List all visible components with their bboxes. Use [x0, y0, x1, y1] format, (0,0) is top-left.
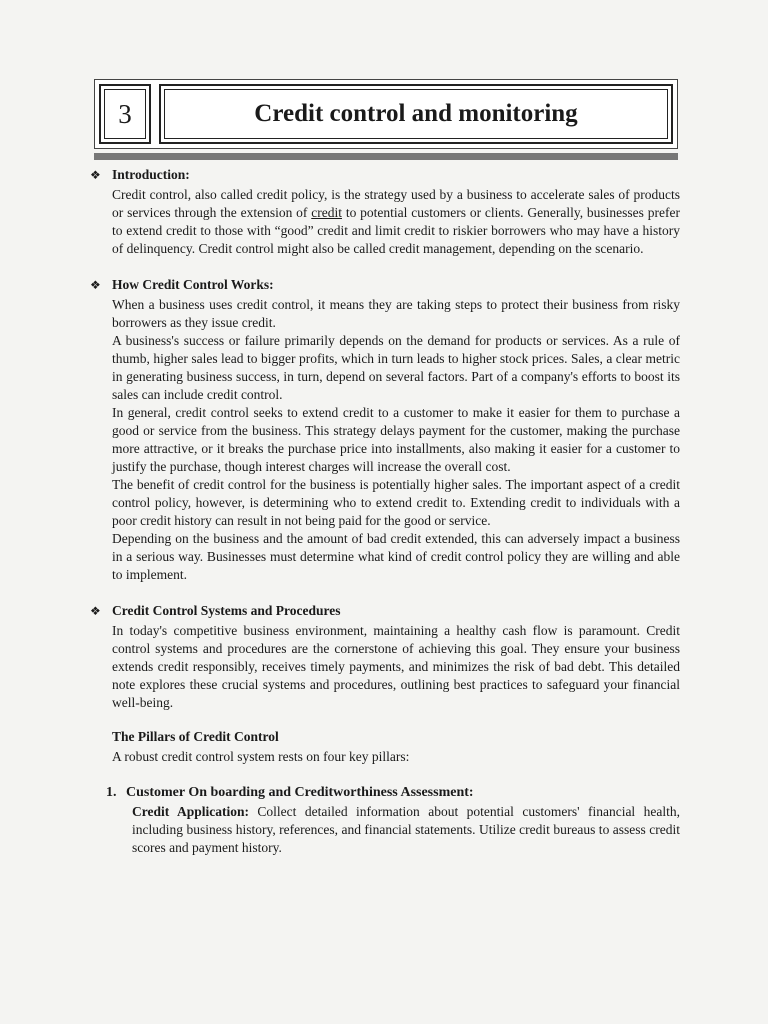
section-heading	[90, 166, 680, 184]
section-heading	[90, 602, 680, 620]
list-title: Customer On boarding and Creditworthiness Assessment:	[126, 785, 474, 800]
paragraph: Depending on the business and the amount of bad credit extended, this can adversely impact a business in a serious way. Businesses must determine what kind of credit control policy they are willing and able to implement.	[112, 531, 680, 582]
paragraph	[112, 186, 680, 258]
section-heading-text: How Credit Control Works:	[112, 277, 274, 292]
section-how-credit-control-works	[90, 276, 680, 584]
list-body	[126, 784, 680, 857]
credit-link[interactable]: credit	[311, 205, 342, 220]
chapter-header	[94, 79, 678, 149]
paragraph: A business's success or failure primarily depends on the demand for products or services. As a rule of thumb, higher sales lead to bigger profits, which in turn leads to higher stock prices. Sales, a clear metric in generating business success, in turn, depend on several factors. Part of a company's efforts to boost its sales can include credit control.	[112, 333, 680, 402]
paragraph-text: to potential customers or clients. Generally, businesses prefer to extend credit to those with “good” credit and limit credit to riskier borrowers who may have a history of delinquency. Credit control might also be called credit management, depending on the scenario.	[112, 205, 680, 256]
diamond-bullet-icon: ❖	[90, 604, 101, 618]
list-number: 1.	[106, 785, 117, 800]
chapter-number: 3	[118, 98, 132, 129]
paragraph-text: Credit control, also called credit policy, is the strategy used by a business to accelerate sales of products or services through the extension of	[112, 187, 680, 220]
diamond-bullet-icon: ❖	[90, 168, 101, 182]
section-heading-text: Credit Control Systems and Procedures	[112, 603, 341, 618]
paragraph: In general, credit control seeks to extend credit to a customer to make it easier for them to purchase a good or service from the business. This strategy delays payment for the customer, making the purchase more attractive, or it breaks the purchase price into installments, also making it easier for a customer to justify the purchase, though interest charges will increase the overall cost.	[112, 405, 680, 474]
paragraph: The benefit of credit control for the business is potentially higher sales. The important aspect of a credit control policy, however, is determining who to extend credit to. Extending credit to individuals with a poor credit history can result in not being paid for the good or service.	[112, 477, 680, 528]
list-paragraph	[132, 803, 680, 857]
header-rule	[94, 153, 678, 160]
chapter-title-box	[159, 84, 673, 144]
section-credit-control-systems	[90, 602, 680, 857]
paragraph: When a business uses credit control, it means they are taking steps to protect their business from risky borrowers as they issue credit.	[112, 297, 680, 330]
section-heading	[90, 276, 680, 294]
chapter-number-box	[99, 84, 151, 144]
diamond-bullet-icon: ❖	[90, 278, 101, 292]
pillars-heading: The Pillars of Credit Control	[112, 729, 279, 744]
section-heading-text: Introduction:	[112, 167, 190, 182]
chapter-title: Credit control and monitoring	[254, 100, 578, 127]
pillars-intro: A robust credit control system rests on four key pillars:	[112, 749, 410, 764]
inline-label: Credit Application:	[132, 804, 249, 819]
list-item	[106, 784, 680, 857]
paragraph: In today's competitive business environment, maintaining a healthy cash flow is paramount. Credit control systems and procedures are the cornerstone of achieving this goal. They ensure your business extends credit responsibly, receives timely payments, and minimizes the risk of bad debt. This detailed note explores these crucial systems and procedures, outlining best practices to safeguard your financial well-being.	[112, 623, 680, 710]
section-introduction	[90, 166, 680, 258]
document-body	[90, 166, 680, 875]
list-text: Collect detailed information about potential customers' financial health, including business history, references, and financial statements. Utilize credit bureaus to assess credit scores and payment history.	[132, 804, 680, 855]
